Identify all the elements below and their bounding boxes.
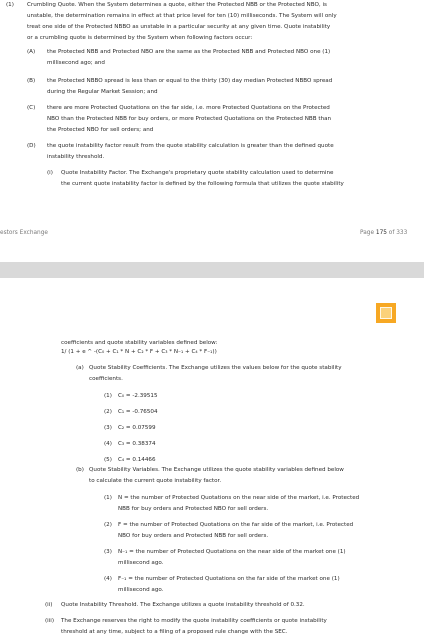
coefficient-c1: C₁ = -0.76504 bbox=[118, 409, 158, 415]
continuation-line: coefficients and quote stability variables defined below: bbox=[61, 340, 218, 346]
coefficient-marker: (5) bbox=[104, 457, 112, 463]
item-line: the Protected NBO for sell orders; and bbox=[47, 127, 154, 133]
intro-line: unstable, the determination remains in effect at that price level for ten (10) milliseconds. The System will only bbox=[27, 13, 337, 19]
variable-f-prev-line: F₋₁ = the number of Protected Quotations on the far side of the market one (1) bbox=[118, 576, 340, 582]
item-marker-a: (A) bbox=[27, 49, 36, 55]
footer-page-total: of 333 bbox=[386, 230, 408, 236]
item-line: instability threshold. bbox=[47, 154, 105, 160]
variable-marker: (2) bbox=[104, 522, 112, 528]
sub-line: the current quote instability factor is defined by the following formula that utilizes the quote stability bbox=[61, 181, 344, 187]
footer-page-number bbox=[360, 229, 407, 238]
document-page-175 bbox=[0, 0, 424, 262]
document-page-176 bbox=[0, 278, 424, 640]
coefficient-c4: C₄ = 0.14466 bbox=[118, 457, 156, 463]
reservation-line: threshold at any time, subject to a filing of a proposed rule change with the SEC. bbox=[61, 629, 288, 635]
intro-line: treat one side of the Protected NBBO as unstable in a particular security at any given time. Quote instability bbox=[27, 24, 331, 30]
variable-f-line: F = the number of Protected Quotations on the far side of the market, i.e. Protected bbox=[118, 522, 354, 528]
logo-inner-square bbox=[380, 307, 392, 319]
reservation-line: The Exchange reserves the right to modify the quote instability coefficients or quote instability bbox=[61, 618, 327, 624]
quote-instability-formula: 1/ (1 + e ^ -(C₀ + C₁ * N + C₂ * F + C₃ * N₋₁ + C₄ * F₋₁)) bbox=[61, 349, 217, 355]
variable-n-line: N = the number of Protected Quotations on the near side of the market, i.e. Protected bbox=[118, 495, 360, 501]
section-marker-a: (a) bbox=[76, 365, 84, 371]
sub-marker-i: (i) bbox=[47, 170, 53, 176]
item-line: during the Regular Market Session; and bbox=[47, 89, 158, 95]
item-marker-b: (B) bbox=[27, 78, 36, 84]
coefficient-marker: (3) bbox=[104, 425, 112, 431]
variable-n-prev-line: N₋₁ = the number of Protected Quotations on the near side of the market one (1) bbox=[118, 549, 346, 555]
coefficient-marker: (4) bbox=[104, 441, 112, 447]
variable-f-line: NBO for buy orders and Protected NBB for sell orders. bbox=[118, 533, 269, 539]
item-line: millisecond ago; and bbox=[47, 60, 105, 66]
quote-instability-threshold: Quote Instability Threshold. The Exchange utilizes a quote instability threshold of 0.32. bbox=[61, 602, 305, 608]
footer-page-prefix: Page bbox=[360, 230, 376, 236]
section-a-line: Quote Stability Coefficients. The Exchange utilizes the values below for the quote stability bbox=[89, 365, 342, 371]
footer-exchange-name: estors Exchange bbox=[0, 230, 48, 236]
coefficient-marker: (1) bbox=[104, 393, 112, 399]
variable-marker: (4) bbox=[104, 576, 112, 582]
item-marker-c: (C) bbox=[27, 105, 36, 111]
variable-marker: (1) bbox=[104, 495, 112, 501]
item-marker-d: (D) bbox=[27, 143, 36, 149]
item-line: NBO than the Protected NBB for buy orders, or more Protected Quotations on the Protected NBB than bbox=[47, 116, 332, 122]
sub-marker-ii: (ii) bbox=[45, 602, 53, 608]
section-b-line: Quote Stability Variables. The Exchange utilizes the quote stability variables defined below bbox=[89, 467, 344, 473]
sub-marker-iii: (iii) bbox=[45, 618, 55, 624]
coefficient-c0: C₀ = -2.39515 bbox=[118, 393, 158, 399]
sub-line: Quote Instability Factor. The Exchange's proprietary quote stability calculation used to determine bbox=[61, 170, 334, 176]
variable-n-line: NBB for buy orders and Protected NBO for sell orders. bbox=[118, 506, 269, 512]
page-separator bbox=[0, 262, 424, 278]
section-a-line: coefficients. bbox=[89, 376, 123, 382]
exchange-logo-icon bbox=[376, 303, 396, 323]
item-line: the Protected NBBO spread is less than or equal to the thirty (30) day median Protected NBBO spread bbox=[47, 78, 333, 84]
coefficient-c3: C₃ = 0.38374 bbox=[118, 441, 156, 447]
section-marker-b: (b) bbox=[76, 467, 84, 473]
item-line: there are more Protected Quotations on the far side, i.e. more Protected Quotations on the Protected bbox=[47, 105, 330, 111]
item-line: the quote instability factor result from the quote stability calculation is greater than the defined quote bbox=[47, 143, 334, 149]
variable-f-prev-line: millisecond ago. bbox=[118, 587, 164, 593]
footer-page-current: 175 bbox=[375, 230, 387, 236]
section-b-line: to calculate the current quote instability factor. bbox=[89, 478, 222, 484]
coefficient-c2: C₂ = 0.07599 bbox=[118, 425, 156, 431]
variable-n-prev-line: millisecond ago. bbox=[118, 560, 164, 566]
variable-marker: (3) bbox=[104, 549, 112, 555]
intro-marker: (1) bbox=[6, 2, 14, 8]
item-line: the Protected NBB and Protected NBO are the same as the Protected NBB and Protected NBO one (1) bbox=[47, 49, 331, 55]
intro-line: Crumbling Quote. When the System determines a quote, either the Protected NBB or the Protected NBO, is bbox=[27, 2, 327, 8]
coefficient-marker: (2) bbox=[104, 409, 112, 415]
intro-line: or a crumbling quote is determined by the System when following factors occur: bbox=[27, 35, 253, 41]
